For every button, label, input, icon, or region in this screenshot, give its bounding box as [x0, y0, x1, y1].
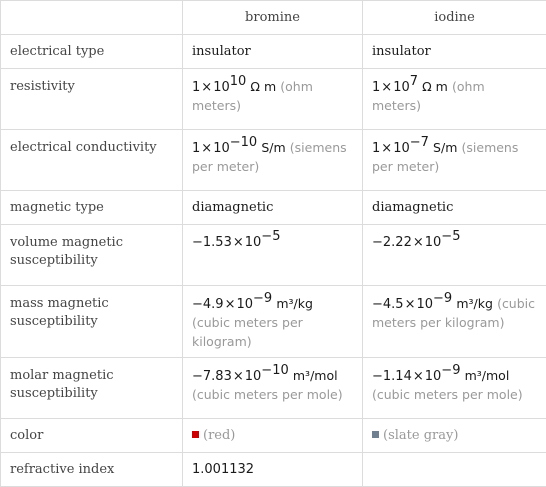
table-row: [1, 419, 546, 453]
unit: m³/kg: [276, 296, 313, 311]
exponent: −10: [261, 363, 288, 378]
base: 10: [425, 235, 442, 250]
times-sign: ×: [201, 80, 212, 95]
column-header-iodine: iodine: [363, 1, 546, 35]
header-empty-cell: [1, 1, 183, 35]
row-label: electrical conductivity: [1, 130, 183, 191]
cell-value: [183, 130, 363, 191]
times-sign: ×: [381, 141, 392, 156]
base: 10: [236, 297, 253, 312]
mantissa: 1: [192, 80, 200, 95]
exponent: −7: [410, 135, 429, 150]
table-row: [1, 286, 546, 358]
mantissa: −4.5: [372, 297, 404, 312]
table-row: [1, 130, 546, 191]
mantissa: 1: [192, 141, 200, 156]
unit: S/m: [261, 140, 285, 155]
cell-value: [183, 286, 363, 358]
exponent: −10: [230, 135, 257, 150]
color-swatch-slate-gray: [372, 431, 379, 438]
color-name: (red): [203, 428, 235, 443]
color-name: (slate gray): [383, 428, 458, 443]
cell-value: [183, 69, 363, 130]
color-swatch-red: [192, 431, 199, 438]
mantissa: −2.22: [372, 235, 412, 250]
unit: Ω m: [422, 79, 448, 94]
times-sign: ×: [233, 235, 244, 250]
exponent: −9: [253, 291, 272, 306]
table-header-row: [1, 1, 546, 35]
table-row: [1, 69, 546, 130]
row-label: resistivity: [1, 69, 183, 130]
cell-value: [183, 225, 363, 286]
cell-value: [363, 225, 546, 286]
row-label: magnetic type: [1, 191, 183, 225]
row-label: refractive index: [1, 453, 183, 487]
exponent: −5: [441, 229, 460, 244]
exponent: −9: [441, 363, 460, 378]
cell-value: 1.001132: [183, 453, 363, 487]
unit-description: (ohm meters): [192, 79, 313, 113]
exponent: −5: [261, 229, 280, 244]
row-label: color: [1, 419, 183, 453]
cell-value: [183, 419, 363, 453]
mantissa: −1.53: [192, 235, 232, 250]
times-sign: ×: [381, 80, 392, 95]
exponent: −9: [433, 291, 452, 306]
mantissa: 1: [372, 80, 380, 95]
mantissa: −4.9: [192, 297, 224, 312]
mantissa: −1.14: [372, 369, 412, 384]
cell-value: [363, 130, 546, 191]
times-sign: ×: [405, 297, 416, 312]
column-header-bromine: bromine: [183, 1, 363, 35]
base: 10: [393, 80, 410, 95]
cell-value: [363, 69, 546, 130]
table-row: [1, 358, 546, 419]
row-label: mass magnetic susceptibility: [1, 286, 183, 358]
unit: m³/mol: [465, 368, 510, 383]
base: 10: [213, 80, 230, 95]
unit-description: (siemens per meter): [192, 140, 347, 174]
cell-value: diamagnetic: [363, 191, 546, 225]
cell-value: [183, 358, 363, 419]
times-sign: ×: [225, 297, 236, 312]
row-label: molar magnetic susceptibility: [1, 358, 183, 419]
cell-value: insulator: [183, 35, 363, 69]
table-row: [1, 35, 546, 69]
unit: S/m: [433, 140, 457, 155]
cell-value: [363, 419, 546, 453]
unit-description: (cubic meters per mole): [372, 387, 523, 402]
base: 10: [245, 235, 262, 250]
times-sign: ×: [413, 369, 424, 384]
unit: m³/kg: [456, 296, 493, 311]
cell-value: [363, 286, 546, 358]
unit-description: (cubic meters per kilogram): [372, 296, 535, 330]
mantissa: −7.83: [192, 369, 232, 384]
base: 10: [245, 369, 262, 384]
cell-value-empty: [363, 453, 546, 487]
exponent: 7: [410, 74, 418, 89]
base: 10: [213, 141, 230, 156]
unit-description: (cubic meters per mole): [192, 387, 343, 402]
row-label: volume magnetic susceptibility: [1, 225, 183, 286]
unit: Ω m: [250, 79, 276, 94]
base: 10: [416, 297, 433, 312]
unit: m³/mol: [293, 368, 338, 383]
cell-value: diamagnetic: [183, 191, 363, 225]
cell-value: insulator: [363, 35, 546, 69]
row-label: electrical type: [1, 35, 183, 69]
mantissa: 1: [372, 141, 380, 156]
base: 10: [393, 141, 410, 156]
unit-description: (ohm meters): [372, 79, 485, 113]
table-row: [1, 225, 546, 286]
exponent: 10: [230, 74, 247, 89]
table-row: [1, 191, 546, 225]
unit-description: (siemens per meter): [372, 140, 518, 174]
times-sign: ×: [233, 369, 244, 384]
unit-description: (cubic meters per kilogram): [192, 315, 303, 349]
base: 10: [425, 369, 442, 384]
table-row: [1, 453, 546, 487]
times-sign: ×: [201, 141, 212, 156]
times-sign: ×: [413, 235, 424, 250]
cell-value: [363, 358, 546, 419]
